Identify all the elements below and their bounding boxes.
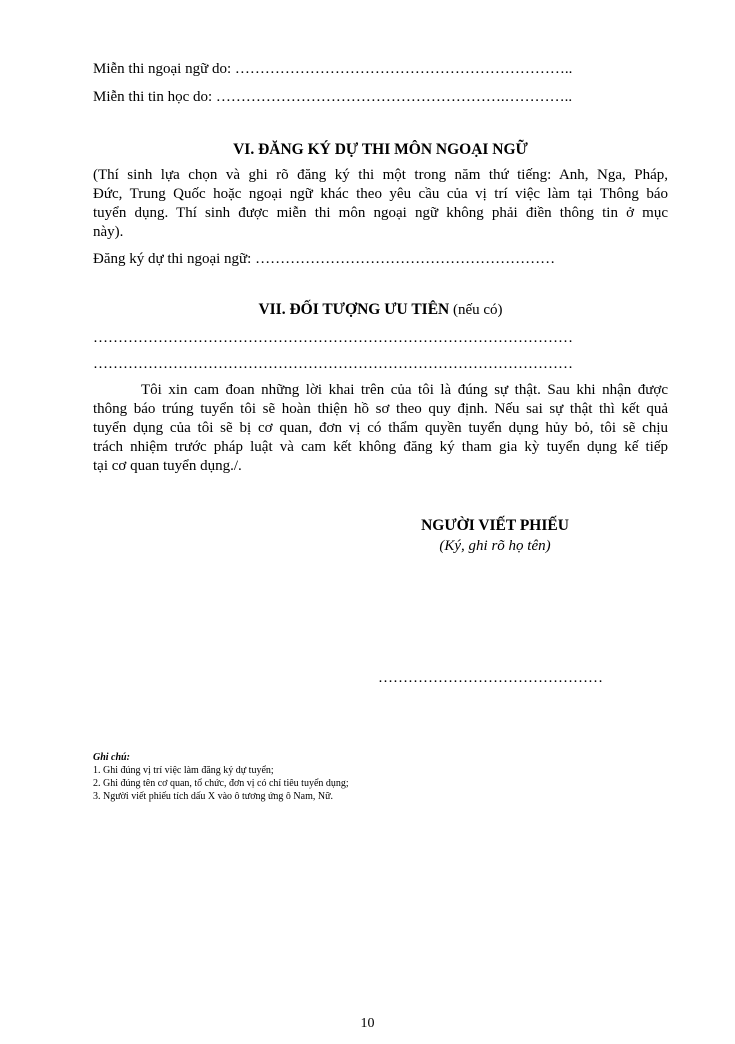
declaration-line: trách nhiệm trước pháp luật và cam kết không đăng ký tham gia kỳ tuyển dụng kế tiếp bbox=[93, 439, 668, 455]
note-item: 3. Người viết phiếu tích dấu X vào ô tương ứng ô Nam, Nữ. bbox=[93, 791, 333, 802]
signature-title: NGƯỜI VIẾT PHIẾU bbox=[421, 517, 569, 534]
section-6-description-line: này). bbox=[93, 224, 124, 240]
section-7-title-note: (nếu có) bbox=[452, 302, 503, 318]
note-item: 1. Ghi đúng vị trí việc làm đăng ký dự tuyển; bbox=[93, 765, 274, 776]
priority-blank-line: …………………………………………………………………………………… bbox=[93, 330, 573, 346]
section-7-title: VII. ĐỐI TƯỢNG ƯU TIÊN bbox=[258, 301, 450, 318]
page-number: 10 bbox=[360, 1016, 375, 1031]
foreign-language-exemption-line: Miễn thi ngoại ngữ do: ………………………………………………………….. bbox=[93, 61, 573, 77]
section-6-description bbox=[93, 166, 668, 242]
note-item: 2. Ghi đúng tên cơ quan, tổ chức, đơn vị có chỉ tiêu tuyển dụng; bbox=[93, 778, 349, 789]
foreign-language-registration-line: Đăng ký dự thi ngoại ngữ: …………………………………………………… bbox=[93, 251, 556, 267]
declaration-line: tuyển dụng của tôi sẽ bị cơ quan, đơn vị có thẩm quyền tuyển dụng hủy bỏ, tôi sẽ chịu bbox=[93, 420, 668, 436]
notes-title: Ghi chú: bbox=[93, 752, 130, 763]
section-6-description-line: Đức, Trung Quốc hoặc ngoại ngữ khác theo yêu cầu của vị trí việc làm tại Thông báo bbox=[93, 186, 668, 202]
signature-instruction: (Ký, ghi rõ họ tên) bbox=[439, 538, 551, 554]
section-6-description-line: tuyển dụng. Thí sinh được miễn thi môn ngoại ngữ không phải điền thông tin ở mục bbox=[93, 205, 668, 221]
section-7-heading bbox=[93, 300, 668, 320]
informatics-exemption-line: Miễn thi tin học do: ………………………………………………….………….. bbox=[93, 89, 573, 105]
section-6-heading: VI. ĐĂNG KÝ DỰ THI MÔN NGOẠI NGỮ bbox=[233, 141, 528, 158]
section-6-description-line: (Thí sinh lựa chọn và ghi rõ đăng ký thi một trong năm thứ tiếng: Anh, Nga, Pháp, bbox=[93, 167, 668, 183]
signature-blank: ……………………………………… bbox=[378, 670, 603, 686]
declaration-line: Tôi xin cam đoan những lời khai trên của tôi là đúng sự thật. Sau khi nhận được bbox=[141, 382, 668, 398]
declaration-line: tại cơ quan tuyển dụng./. bbox=[93, 458, 242, 474]
declaration-line: thông báo trúng tuyển tôi sẽ hoàn thiện hồ sơ theo quy định. Nếu sai sự thật thì kết quả bbox=[93, 401, 668, 417]
priority-blank-line: …………………………………………………………………………………… bbox=[93, 356, 573, 372]
declaration-paragraph bbox=[93, 381, 668, 476]
